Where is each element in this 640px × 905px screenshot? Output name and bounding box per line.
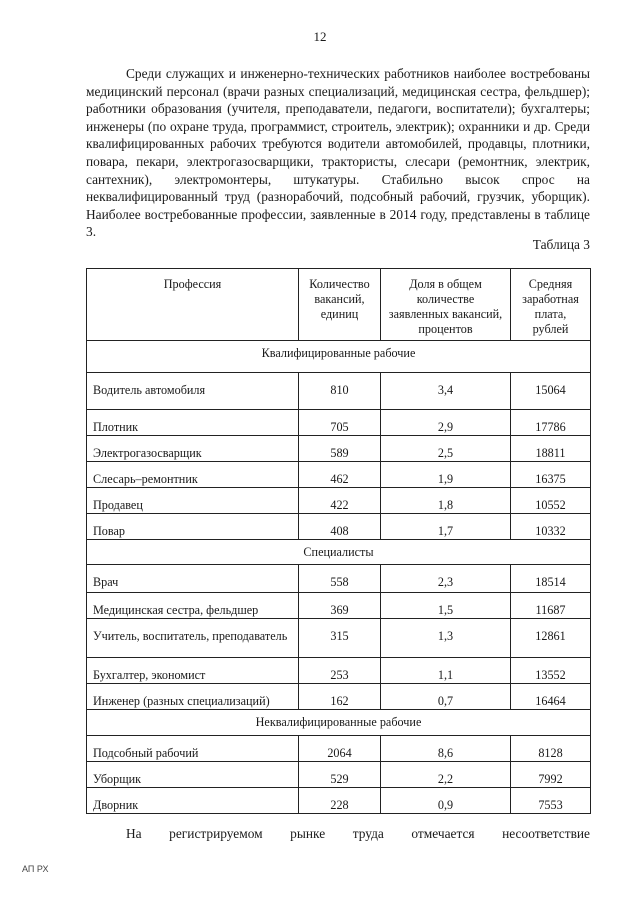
cell-share: 1,3 (381, 619, 511, 658)
cell-profession: Продавец (87, 488, 299, 514)
cell-share: 8,6 (381, 736, 511, 762)
cell-salary: 10552 (511, 488, 591, 514)
cell-share: 1,8 (381, 488, 511, 514)
table-row (87, 736, 591, 762)
table-row (87, 565, 591, 593)
cell-share: 2,3 (381, 565, 511, 593)
table-row (87, 619, 591, 658)
cell-share: 1,5 (381, 593, 511, 619)
cell-share: 0,9 (381, 788, 511, 814)
cell-salary: 16464 (511, 684, 591, 710)
table-row (87, 788, 591, 814)
cell-vacancies: 589 (299, 436, 381, 462)
cell-share: 0,7 (381, 684, 511, 710)
table-header-row (87, 269, 591, 341)
cell-salary: 18514 (511, 565, 591, 593)
table-body (87, 341, 591, 814)
section-title: Неквалифицированные рабочие (87, 710, 591, 736)
page-number: 12 (313, 29, 327, 44)
cell-profession: Бухгалтер, экономист (87, 658, 299, 684)
cell-profession: Врач (87, 565, 299, 593)
cell-salary: 18811 (511, 436, 591, 462)
cell-vacancies: 810 (299, 373, 381, 410)
cell-share: 2,2 (381, 762, 511, 788)
table-row (87, 762, 591, 788)
cell-profession: Инженер (разных специализаций) (87, 684, 299, 710)
cell-vacancies: 315 (299, 619, 381, 658)
cell-salary: 10332 (511, 514, 591, 540)
header-profession: Профессия (87, 269, 299, 341)
cell-share: 2,9 (381, 410, 511, 436)
table-row (87, 658, 591, 684)
cell-vacancies: 253 (299, 658, 381, 684)
cell-salary: 12861 (511, 619, 591, 658)
table-row (87, 684, 591, 710)
continuation-text: На регистрируемом рынке труда отмечается несоответствие (126, 826, 590, 841)
cell-salary: 13552 (511, 658, 591, 684)
cell-vacancies: 462 (299, 462, 381, 488)
cell-profession: Уборщик (87, 762, 299, 788)
table-row (87, 462, 591, 488)
cell-salary: 7992 (511, 762, 591, 788)
cell-vacancies: 558 (299, 565, 381, 593)
professions-table (86, 268, 591, 814)
cell-share: 2,5 (381, 436, 511, 462)
cell-vacancies: 2064 (299, 736, 381, 762)
section-title: Квалифицированные рабочие (87, 341, 591, 373)
section-row (87, 710, 591, 736)
table-caption: Таблица 3 (532, 237, 590, 252)
cell-profession: Повар (87, 514, 299, 540)
cell-share: 1,1 (381, 658, 511, 684)
header-share: Доля в общем количестве заявленных вакансий, процентов (381, 269, 511, 341)
cell-salary: 11687 (511, 593, 591, 619)
table-row (87, 593, 591, 619)
cell-profession: Учитель, воспитатель, преподаватель (87, 619, 299, 658)
table-row (87, 373, 591, 410)
table-row (87, 436, 591, 462)
table-row (87, 514, 591, 540)
section-row (87, 341, 591, 373)
cell-share: 1,9 (381, 462, 511, 488)
intro-paragraph: Среди служащих и инженерно-технических работников наиболее востребованы медицинский персонал (врачи разных специализаций, медицинская сестра, фельдшер); работники образования (учителя, преподаватели, педагоги, воспитатели); бухгалтеры; инженеры (по охране труда, программист, строитель, электрик); охранники и др. Среди квалифицированных рабочих требуются водители автомобилей, продавцы, плотники, повара, пекари, электрогазосварщики, трактористы, слесари (ремонтник, электрик, сантехник), электромонтеры, штукатуры. Стабильно высок спрос на неквалифицированный труд (разнорабочий, подсобный рабочий, грузчик, уборщик). Наиболее востребованные профессии, заявленные в 2014 году, представлены в таблице 3. (86, 66, 590, 240)
cell-profession: Дворник (87, 788, 299, 814)
cell-share: 3,4 (381, 373, 511, 410)
cell-profession: Подсобный рабочий (87, 736, 299, 762)
cell-vacancies: 369 (299, 593, 381, 619)
cell-salary: 8128 (511, 736, 591, 762)
cell-salary: 15064 (511, 373, 591, 410)
cell-vacancies: 162 (299, 684, 381, 710)
cell-profession: Водитель автомобиля (87, 373, 299, 410)
table-row (87, 410, 591, 436)
cell-share: 1,7 (381, 514, 511, 540)
section-row (87, 540, 591, 565)
cell-vacancies: 422 (299, 488, 381, 514)
cell-profession: Медицинская сестра, фельдшер (87, 593, 299, 619)
table-row (87, 488, 591, 514)
header-salary: Средняя заработная плата, рублей (511, 269, 591, 341)
header-vacancies: Количество вакансий, единиц (299, 269, 381, 341)
cell-vacancies: 529 (299, 762, 381, 788)
section-title: Специалисты (87, 540, 591, 565)
footer-stamp: АП РХ (22, 864, 49, 874)
cell-salary: 16375 (511, 462, 591, 488)
cell-salary: 7553 (511, 788, 591, 814)
cell-profession: Плотник (87, 410, 299, 436)
cell-profession: Электрогазосварщик (87, 436, 299, 462)
cell-salary: 17786 (511, 410, 591, 436)
cell-profession: Слесарь–ремонтник (87, 462, 299, 488)
cell-vacancies: 228 (299, 788, 381, 814)
cell-vacancies: 408 (299, 514, 381, 540)
cell-vacancies: 705 (299, 410, 381, 436)
